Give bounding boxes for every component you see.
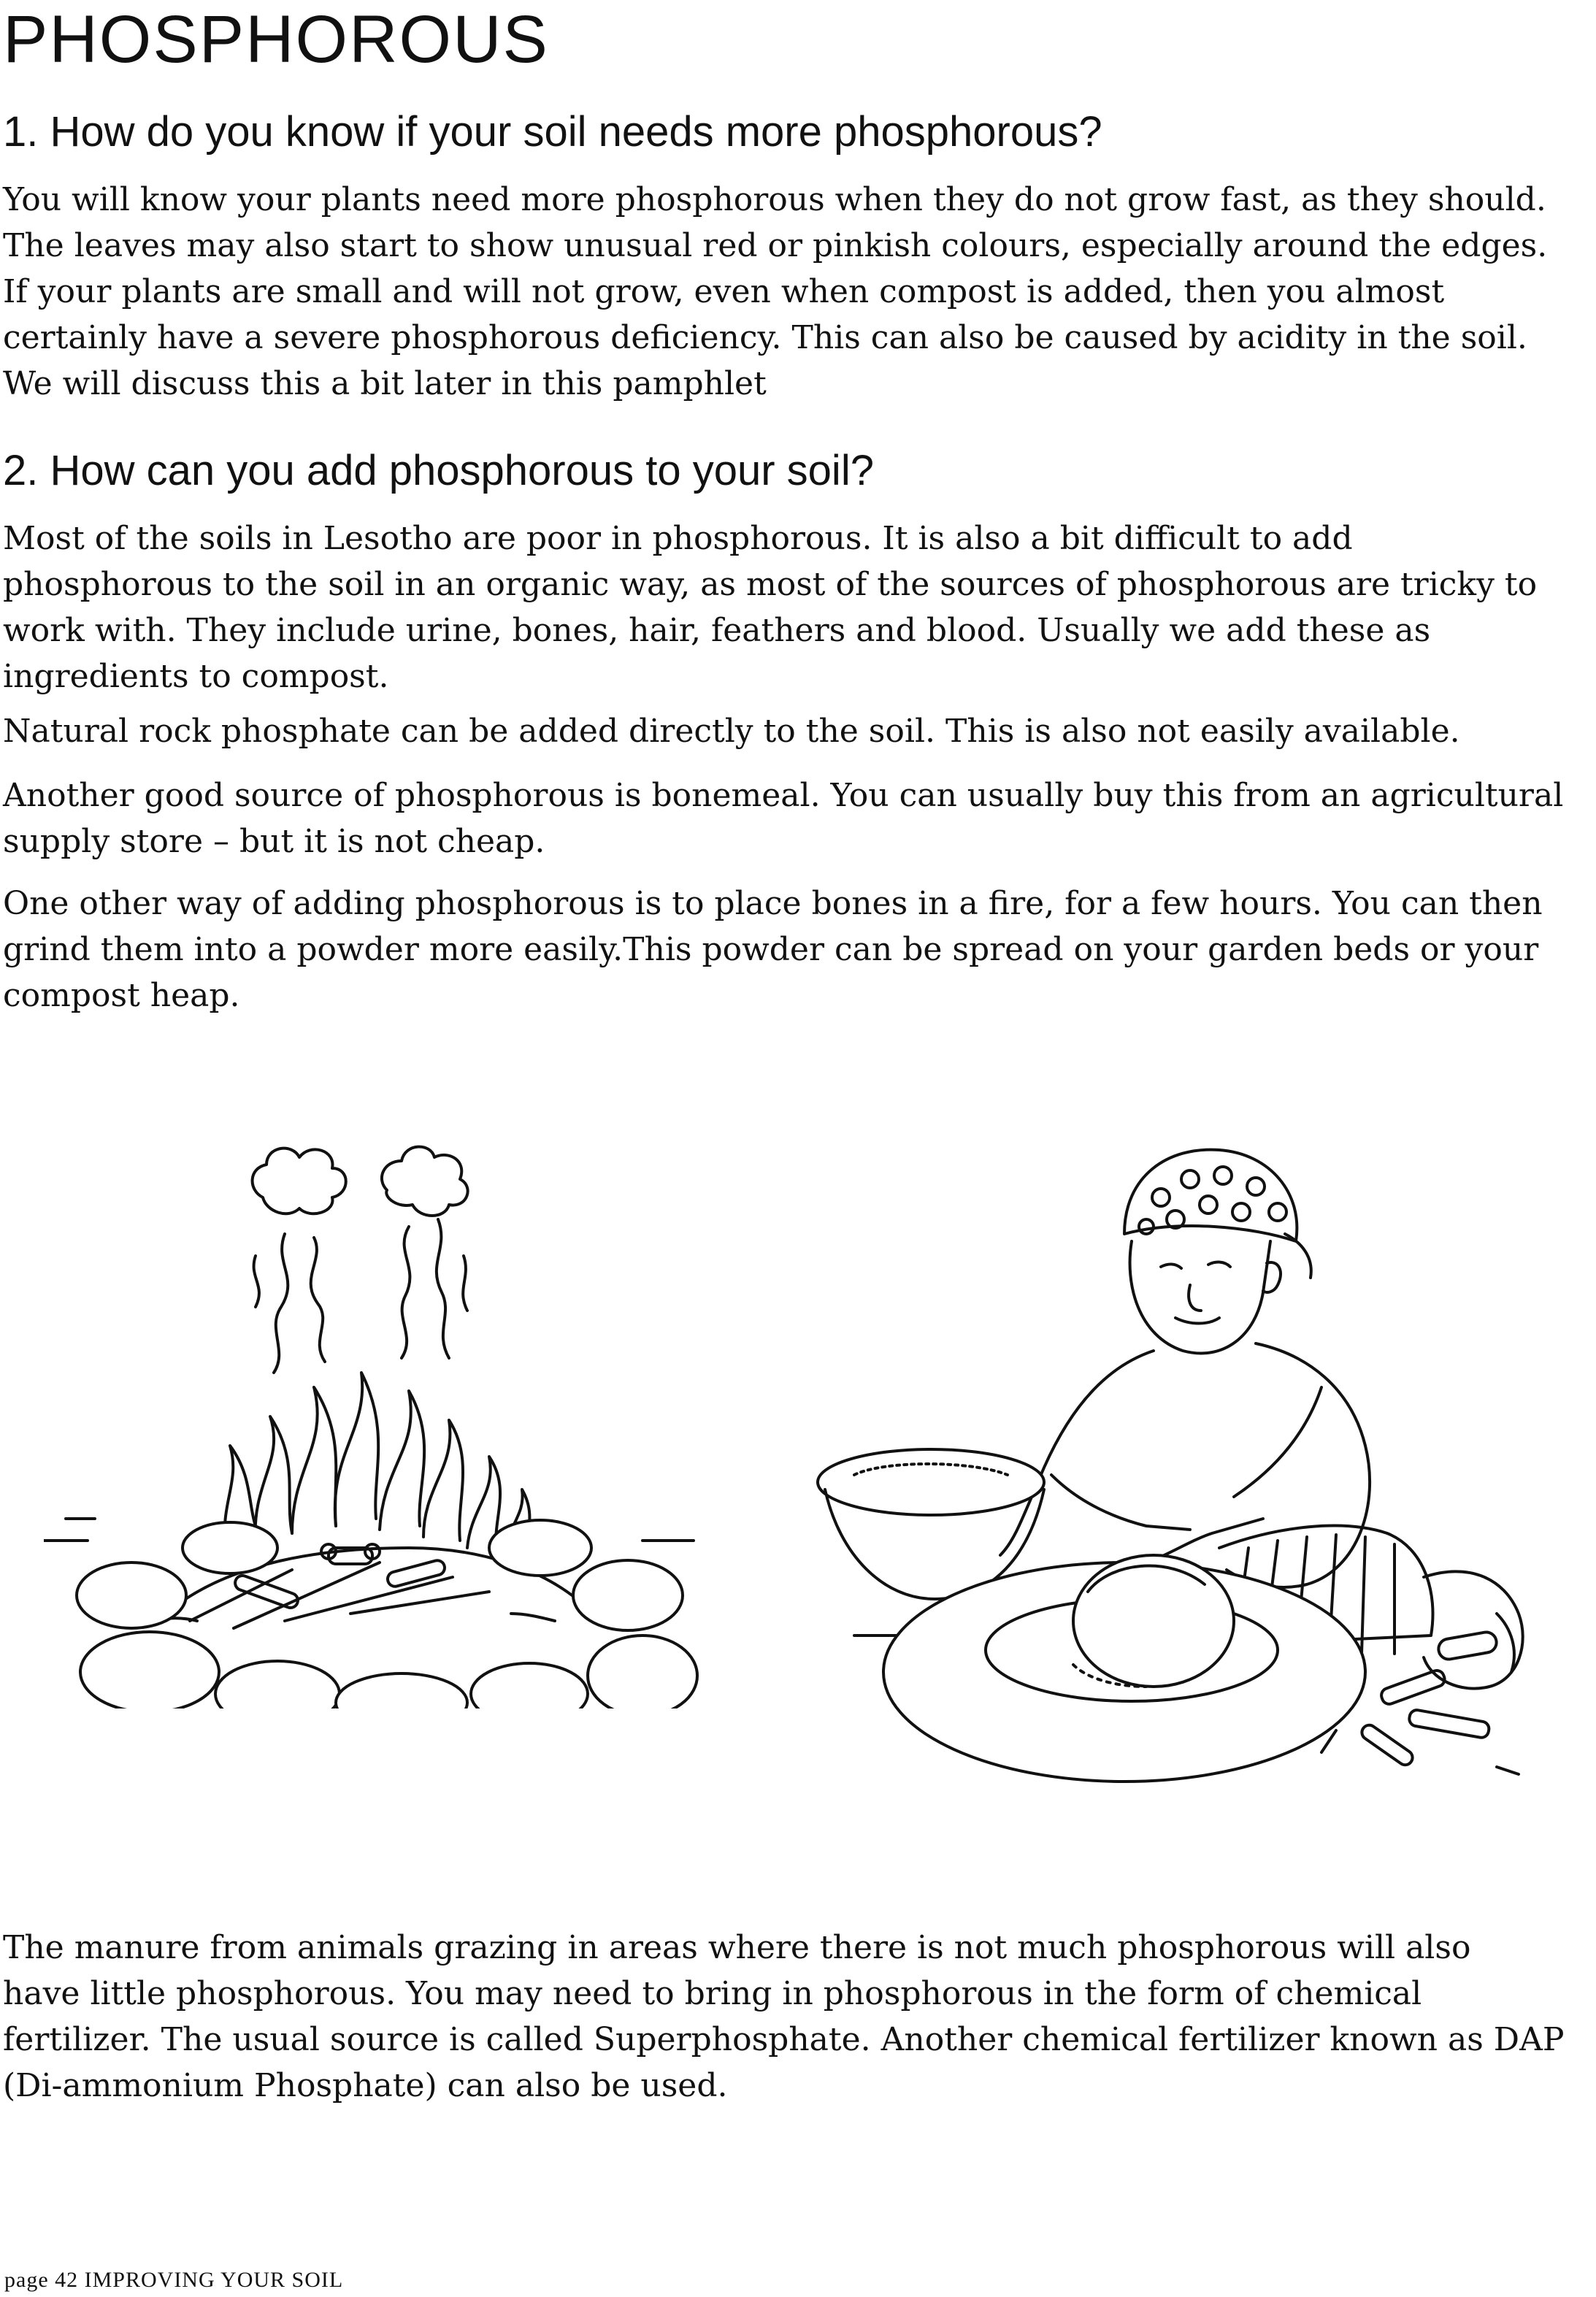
paragraph-line: We will discuss this a bit later in this pamphlet (3, 365, 767, 402)
section-2-paragraph-4 (3, 881, 1587, 1019)
paragraph-line: fertilizer. The usual source is called Superphosphate. Another chemical fertilizer known as DAP (3, 2021, 1565, 2058)
paragraph-line: Another good source of phosphorous is bonemeal. You can usually buy this from an agricultural (3, 777, 1564, 814)
bones-burning-fire-illustration (44, 1110, 701, 1709)
page-footer: page 42 IMPROVING YOUR SOIL (4, 2268, 344, 2292)
ground-lines (44, 1519, 694, 1541)
section-2-heading: 2. How can you add phosphorous to your soil? (3, 447, 874, 494)
page-title: PHOSPHOROUS (3, 2, 549, 77)
paragraph-line: work with. They include urine, bones, hair, feathers and blood. Usually we add these as (3, 612, 1431, 649)
paragraph-line: (Di-ammonium Phosphate) can also be used. (3, 2067, 728, 2104)
paragraph-line: grind them into a powder more easily.This powder can be spread on your garden beds or your (3, 931, 1539, 968)
fire-flames (225, 1373, 529, 1555)
smoke-puffs (253, 1147, 468, 1373)
section-2-paragraph-2 (3, 708, 1587, 754)
face (1130, 1241, 1281, 1353)
paragraph-line: You will know your plants need more phosphorous when they do not grow fast, as they should. (3, 181, 1546, 218)
paragraph-line: supply store – but it is not cheap. (3, 823, 545, 860)
paragraph-line: phosphorous to the soil in an organic way, as most of the sources of phosphorous are tricky to (3, 566, 1538, 603)
grinding-stone (883, 1555, 1365, 1782)
section-2-paragraph-1 (3, 515, 1587, 699)
section-1-paragraph-1 (3, 177, 1587, 407)
paragraph-line: Most of the soils in Lesotho are poor in phosphorous. It is also a bit difficult to add (3, 520, 1353, 557)
paragraph-line: One other way of adding phosphorous is to place bones in a fire, for a few hours. You can then (3, 885, 1543, 922)
paragraph-line: ingredients to compost. (3, 658, 389, 695)
paragraph-line: certainly have a severe phosphorous deficiency. This can also be caused by acidity in the soil. (3, 319, 1527, 356)
body-and-arms (1000, 1343, 1370, 1587)
section-2-paragraph-3 (3, 772, 1587, 864)
paragraph-line: Natural rock phosphate can be added directly to the soil. This is also not easily available. (3, 713, 1460, 750)
woman-grinding-bones-illustration (810, 1110, 1548, 1840)
section-1-heading: 1. How do you know if your soil needs more phosphorous? (3, 108, 1102, 156)
paragraph-line: compost heap. (3, 977, 240, 1014)
paragraph-line: The leaves may also start to show unusual red or pinkish colours, especially around the edges. (3, 227, 1548, 264)
paragraph-line: The manure from animals grazing in areas where there is not much phosphorous will also (3, 1929, 1471, 1966)
paragraph-line: If your plants are small and will not grow, even when compost is added, then you almost (3, 273, 1445, 310)
headscarf (1124, 1150, 1311, 1278)
closing-paragraph (3, 1925, 1587, 2109)
paragraph-line: have little phosphorous. You may need to bring in phosphorous in the form of chemical (3, 1975, 1422, 2012)
